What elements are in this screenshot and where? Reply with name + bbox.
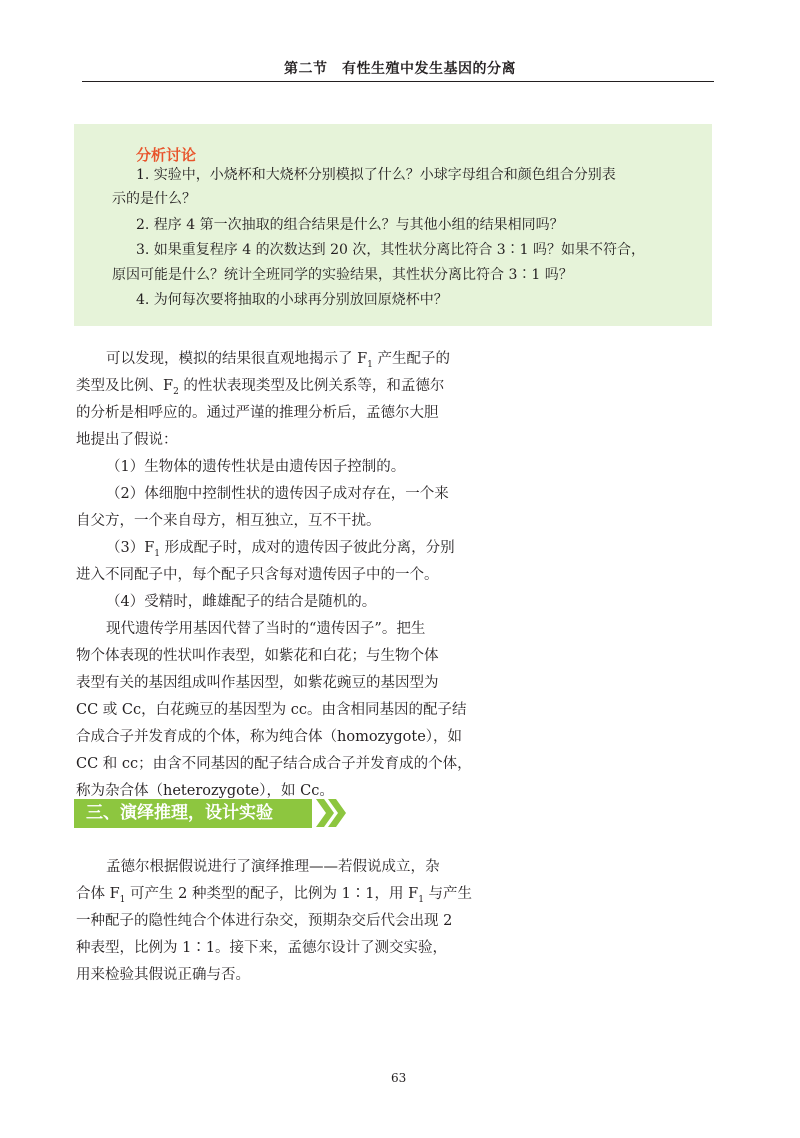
body-text-line: 合成合子并发育成的个体，称为纯合体（homozygote），如	[76, 729, 463, 745]
body-text-line: 表型有关的基因组成叫作基因型，如紫花豌豆的基因型为	[76, 675, 439, 691]
body-text-line: 物个体表现的性状叫作表型，如紫花和白花；与生物个体	[76, 648, 439, 664]
body-text-line: 孟德尔根据假说进行了演绎推理——若假说成立，杂	[106, 859, 440, 875]
discussion-line: 2. 程序 4 第一次抽取的组合结果是什么？与其他小组的结果相同吗？	[136, 217, 564, 233]
body-text-line: 种表型，比例为 1∶1。接下来，孟德尔设计了测交实验，	[76, 940, 448, 956]
discussion-line: 示的是什么？	[112, 191, 196, 207]
header-divider	[82, 81, 714, 82]
discussion-heading: 分析讨论	[136, 146, 197, 164]
hypothesis-item-cont: 自父方，一个来自母方，相互独立，互不干扰。	[76, 513, 381, 529]
body-text-line: CC 和 cc；由含不同基因的配子结合成合子并发育成的个体，	[76, 756, 472, 772]
discussion-line: 原因可能是什么？统计全班同学的实验结果，其性状分离比符合 3∶1 吗？	[112, 267, 573, 283]
hypothesis-item-cont: 进入不同配子中，每个配子只含每对遗传因子中的一个。	[76, 567, 439, 583]
body-text-line: 用来检验其假说正确与否。	[76, 967, 250, 983]
body-text-line: 类型及比例、$F_2$ 的性状表现类型及比例关系等，和孟德尔	[76, 378, 445, 397]
body-text-line: 合体 $F_1$ 可产生 2 种类型的配子，比例为 1∶1，用 $F_1$ 与产生	[76, 886, 473, 905]
running-header: 第二节 有性生殖中发生基因的分离	[284, 61, 516, 77]
body-text-line: CC 或 Cc，白花豌豆的基因型为 cc。由含相同基因的配子结	[76, 702, 467, 718]
body-text-line: 地提出了假说：	[76, 432, 178, 448]
page-number: 63	[391, 1071, 407, 1085]
body-text-line: 称为杂合体（heterozygote），如 Cc。	[76, 783, 334, 799]
discussion-line: 1. 实验中，小烧杯和大烧杯分别模拟了什么？小球字母组合和颜色组合分别表	[136, 167, 616, 183]
analysis-discussion-box	[74, 124, 712, 326]
discussion-line: 3. 如果重复程序 4 的次数达到 20 次，其性状分离比符合 3∶1 吗？如果不符合，	[136, 242, 646, 258]
body-text-line: 一种配子的隐性纯合个体进行杂交，预期杂交后代会出现 2	[76, 913, 453, 929]
double-chevron-icon	[312, 796, 348, 830]
discussion-line: 4. 为何每次要将抽取的小球再分别放回原烧杯中？	[136, 292, 448, 308]
hypothesis-item: $(3)F_1$ 形成配子时，成对的遗传因子彼此分离，分别	[106, 540, 455, 559]
section-heading: 三、演绎推理，设计实验	[74, 799, 312, 828]
hypothesis-item: （4）受精时，雌雄配子的结合是随机的。	[106, 594, 377, 610]
hypothesis-item: （2）体细胞中控制性状的遗传因子成对存在，一个来	[106, 486, 449, 502]
body-text-line: 可以发现，模拟的结果很直观地揭示了 $F_1$ 产生配子的	[106, 351, 451, 370]
body-text-line: 现代遗传学用基因代替了当时的“遗传因子”。把生	[106, 621, 426, 637]
hypothesis-item: （1）生物体的遗传性状是由遗传因子控制的。	[106, 459, 406, 475]
body-text-line: 的分析是相呼应的。通过严谨的推理分析后，孟德尔大胆	[76, 405, 439, 421]
